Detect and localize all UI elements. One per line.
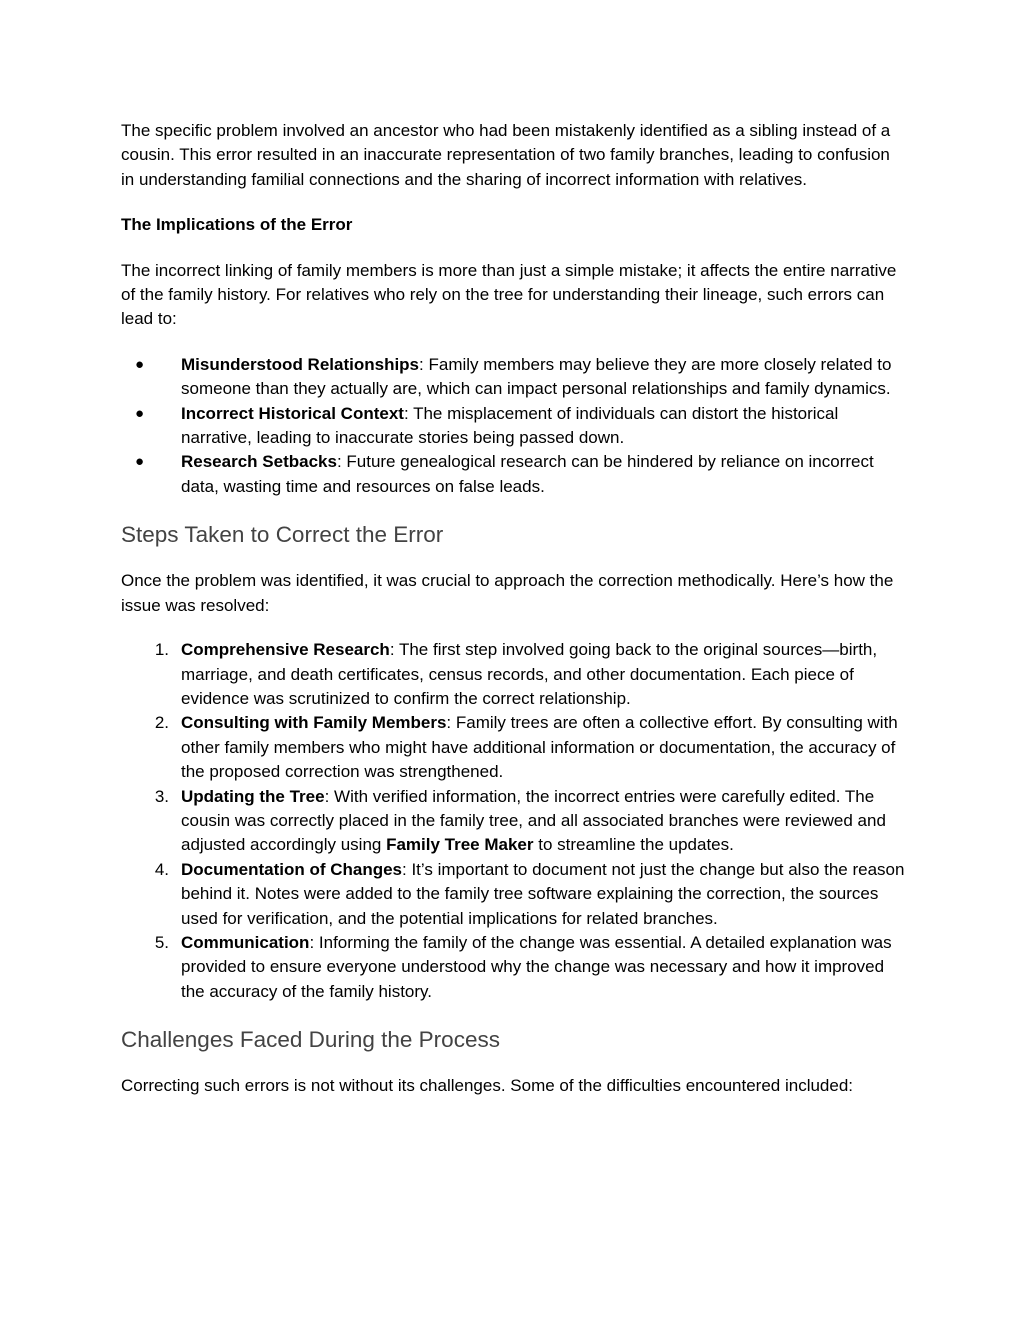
list-number: 3.	[154, 786, 169, 806]
bullet-text: : Future genealogical research can be hindered by reliance on incorrect data, wasting time and resources on false leads.	[181, 452, 874, 496]
challenges-paragraph: Correcting such errors is not without its challenges. Some of the difficulties encountered included:	[121, 1076, 854, 1096]
list-item	[121, 785, 906, 858]
list-item	[121, 353, 906, 402]
step-text: : The first step involved going back to the original sources—birth, marriage, and death certificates, census records, and other documentation. Each piece of evidence was scrutinized to confirm the correct relationship.	[181, 640, 878, 708]
bullet-text: : The misplacement of individuals can distort the historical narrative, leading to inaccurate stories being passed down.	[181, 403, 839, 448]
bullet-marker: ●	[135, 355, 145, 373]
steps-numbered-list	[121, 638, 906, 1004]
list-item	[121, 638, 906, 711]
implications-bullet-list	[121, 353, 906, 499]
list-item	[121, 402, 906, 451]
document-page	[121, 119, 906, 1099]
bullet-term: Incorrect Historical Context	[181, 403, 404, 423]
implications-paragraph: The incorrect linking of family members is more than just a simple mistake; it affects the entire narrative of the family history. For relatives who rely on the tree for understanding their lineage, such errors can lead to:	[121, 260, 897, 329]
bullet-marker: ●	[135, 453, 145, 471]
step-text: : Informing the family of the change was essential. A detailed explanation was provided to ensure everyone understood why the change was necessary and how it improved the accuracy of the family history.	[181, 932, 892, 1001]
step-inline-bold: Family Tree Maker	[386, 835, 534, 855]
list-number: 5.	[154, 932, 169, 952]
list-item	[121, 450, 906, 499]
implications-heading: The Implications of the Error	[121, 215, 353, 235]
step-term: Updating the Tree	[181, 786, 325, 806]
steps-paragraph: Once the problem was identified, it was crucial to approach the correction methodically. Here’s how the issue was resolved:	[121, 571, 894, 615]
step-term: Comprehensive Research	[181, 640, 390, 660]
bullet-term: Research Setbacks	[181, 452, 337, 472]
list-number: 1.	[154, 640, 169, 660]
list-number: 2.	[154, 713, 169, 733]
list-number: 4.	[154, 859, 169, 879]
challenges-heading: Challenges Faced During the Process	[121, 1027, 500, 1053]
step-term: Consulting with Family Members	[181, 713, 447, 733]
bullet-term: Misunderstood Relationships	[181, 354, 420, 374]
step-text: : It’s important to document not just the change but also the reason behind it. Notes were added to the family tree software explaining the correction, the sources used for verification, and the potential implications for related branches.	[181, 859, 905, 928]
step-text-after: to streamline the updates.	[533, 835, 734, 855]
steps-heading: Steps Taken to Correct the Error	[121, 522, 444, 548]
bullet-text: : Family members may believe they are more closely related to someone than they actually are, which can impact personal relationships and family dynamics.	[181, 354, 892, 399]
step-text: : Family trees are often a collective effort. By consulting with other family members who might have additional information or documentation, the accuracy of the proposed correction was strengthened.	[181, 713, 898, 782]
list-item	[121, 711, 906, 784]
bullet-marker: ●	[135, 404, 145, 422]
step-text: : With verified information, the incorrect entries were carefully edited. The cousin was correctly placed in the family tree, and all associated branches were reviewed and adjusted accordingly using	[181, 786, 886, 855]
list-item	[121, 858, 906, 931]
intro-paragraph: The specific problem involved an ancestor who had been mistakenly identified as a sibling instead of a cousin. This error resulted in an inaccurate representation of two family branches, leading to confusion in understanding familial connections and the sharing of incorrect information with relatives.	[121, 121, 891, 189]
step-term: Documentation of Changes	[181, 859, 403, 879]
list-item	[121, 931, 906, 1004]
step-term: Communication	[181, 932, 310, 952]
